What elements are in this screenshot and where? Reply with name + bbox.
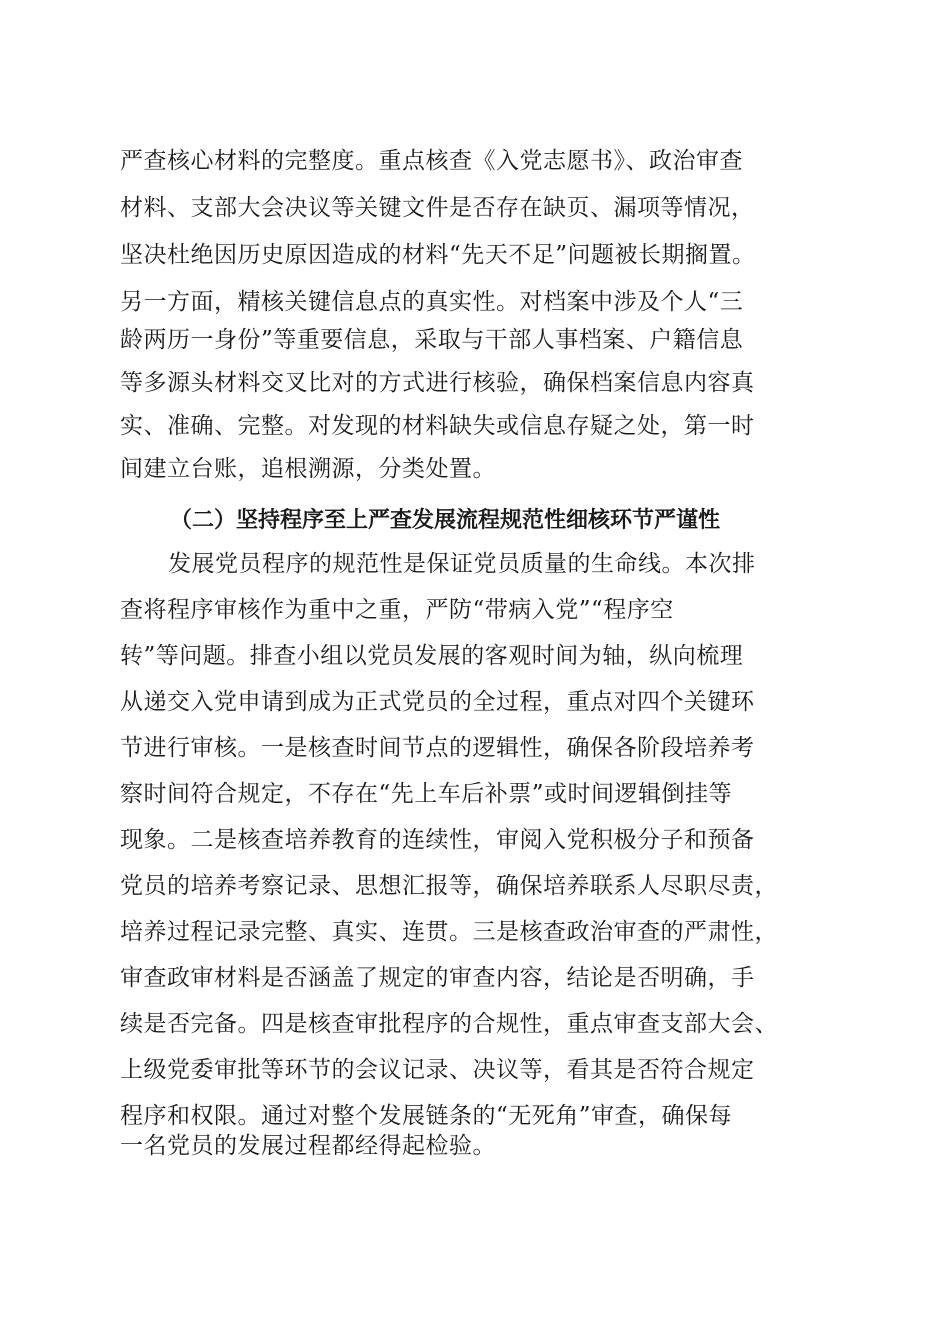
paragraph-line: 培养过程记录完整、真实、连贯。三是核查政治审查的严肃性， — [120, 919, 778, 945]
paragraph-line: 间建立台账，追根溯源，分类处置。 — [120, 456, 496, 482]
paragraph-line: 程序和权限。通过对整个发展链条的“无死角”审查，确保每 — [120, 1103, 733, 1129]
paragraph-line: 党员的培养考察记录、思想汇报等，确保培养联系人尽职尽责， — [120, 873, 778, 899]
paragraph-line: 坚决杜绝因历史原因造成的材料“先天不足”问题被长期搁置。 — [120, 242, 756, 268]
paragraph-line: 节进行审核。一是核查时间节点的逻辑性，确保各阶段培养考 — [120, 735, 755, 761]
paragraph-line: 等多源头材料交叉比对的方式进行核验，确保档案信息内容真 — [120, 370, 755, 396]
paragraph-line: 龄两历一身份”等重要信息，采取与干部人事档案、户籍信息 — [120, 327, 744, 353]
paragraph-line: 一名党员的发展过程都经得起检验。 — [120, 1133, 496, 1159]
paragraph-line: 上级党委审批等环节的会议记录、决议等，看其是否符合规定 — [120, 1057, 755, 1083]
paragraph-line: 现象。二是核查培养教育的连续性，审阅入党积极分子和预备 — [120, 827, 755, 853]
paragraph-line: 从递交入党申请到成为正式党员的全过程，重点对四个关键环 — [120, 689, 755, 715]
paragraph-line: 续是否完备。四是核查审批程序的合规性，重点审查支部大会、 — [120, 1011, 778, 1037]
paragraph-line: 查将程序审核作为重中之重，严防“带病入党”“程序空 — [120, 597, 674, 623]
paragraph-line: 察时间符合规定，不存在“先上车后补票”或时间逻辑倒挂等 — [120, 781, 733, 807]
paragraph-line: 材料、支部大会决议等关键文件是否存在缺页、漏项等情况， — [120, 195, 755, 221]
paragraph-line: 发展党员程序的规范性是保证党员质量的生命线。本次排 — [168, 551, 756, 577]
paragraph-line: 转”等问题。排查小组以党员发展的客观时间为轴，纵向梳理 — [120, 643, 744, 669]
paragraph-line: 另一方面，精核关键信息点的真实性。对档案中涉及个人“三 — [120, 289, 744, 315]
paragraph-line: 审查政审材料是否涵盖了规定的审查内容，结论是否明确，手 — [120, 965, 755, 991]
paragraph-line: 实、准确、完整。对发现的材料缺失或信息存疑之处，第一时 — [120, 413, 755, 439]
paragraph-line: 严查核心材料的完整度。重点核查《入党志愿书》、政治审查 — [120, 148, 743, 174]
section-heading: （二）坚持程序至上严查发展流程规范性细核环节严谨性 — [170, 508, 721, 533]
